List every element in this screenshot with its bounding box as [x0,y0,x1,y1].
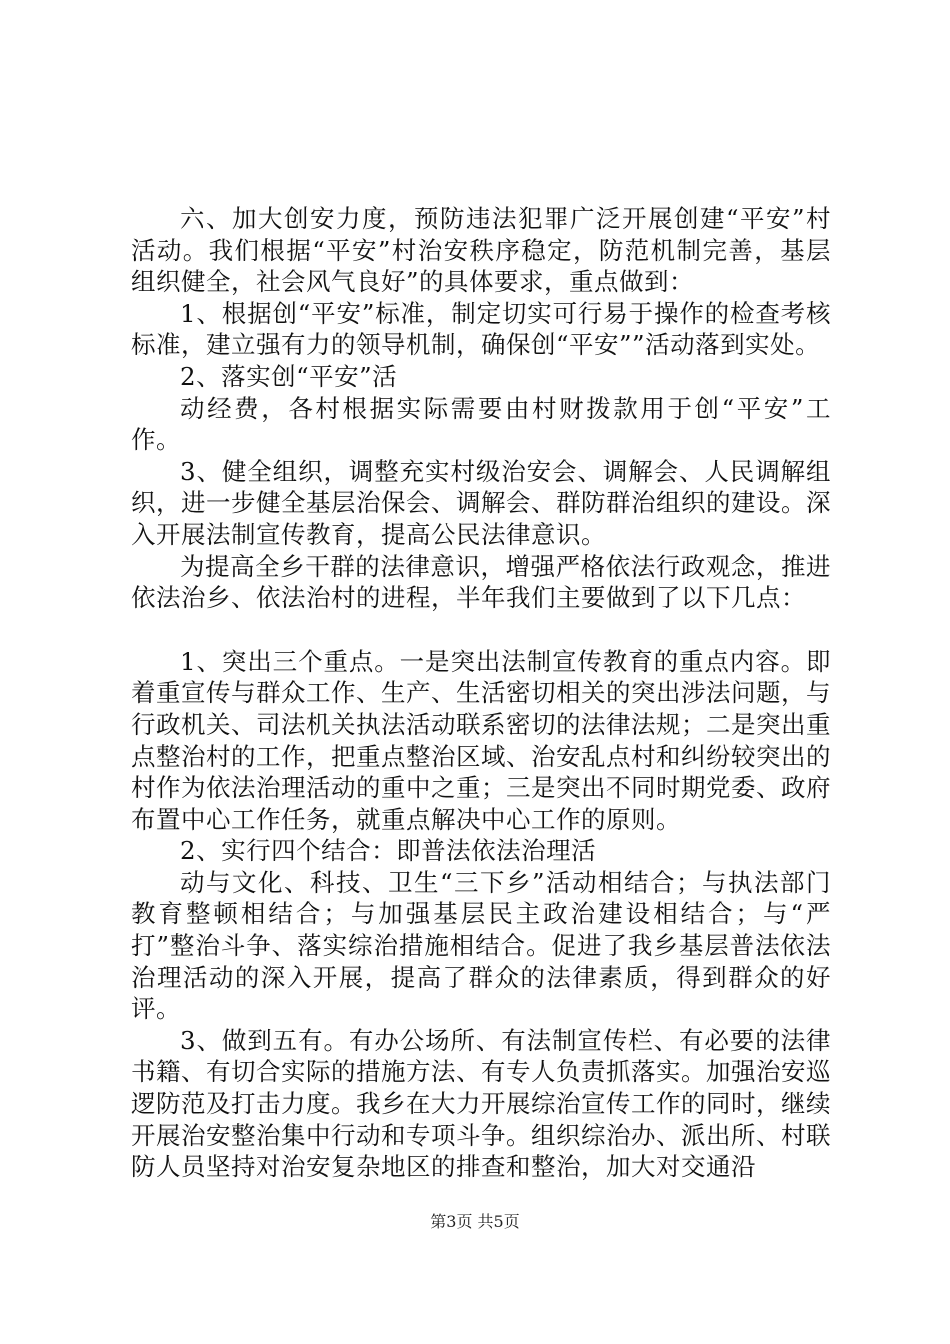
paragraph: 动与文化、科技、卫生“三下乡”活动相结合；与执法部门教育整顿相结合；与加强基层民主政治建设相结合；与“严打”整治斗争、落实综治措施相结合。促进了我乡基层普法依法治理活动的深入开展，提高了群众的法律素质，得到群众的好评。 [131,867,831,1024]
page-number-footer: 第3页 共5页 [430,1212,520,1231]
paragraph: 为提高全乡干群的法律意识，增强严格依法行政观念，推进依法治乡、依法治村的进程，半年我们主要做到了以下几点： [131,551,831,613]
paragraph: 3、做到五有。有办公场所、有法制宣传栏、有必要的法律书籍、有切合实际的措施方法、有专人负责抓落实。加强治安巡逻防范及打击力度。我乡在大力开展综治宣传工作的同时，继续开展治安整治集中行动和专项斗争。组织综治办、派出所、村联防人员坚持对治安复杂地区的排查和整治，加大对交通沿 [131,1025,831,1182]
paragraph: 2、落实创“平安”活 [180,361,398,391]
paragraph: 1、突出三个重点。一是突出法制宣传教育的重点内容。即着重宣传与群众工作、生产、生活密切相关的突出涉法问题，与行政机关、司法机关执法活动联系密切的法律法规；二是突出重点整治村的工作，把重点整治区域、治安乱点村和纠纷较突出的村作为依法治理活动的重中之重；三是突出不同时期党委、政府布置中心工作任务，就重点解决中心工作的原则。 [131,646,831,834]
paragraph: 3、健全组织，调整充实村级治安会、调解会、人民调解组织，进一步健全基层治保会、调解会、群防群治组织的建设。深入开展法制宣传教育，提高公民法律意识。 [131,456,831,549]
document-body [131,203,831,1183]
paragraph: 2、实行四个结合：即普法依法治理活 [180,836,597,866]
paragraph: 动经费，各村根据实际需要由村财拨款用于创“平安”工作。 [131,393,831,455]
paragraph: 1、根据创“平安”标准，制定切实可行易于操作的检查考核标准，建立强有力的领导机制，确保创“平安””活动落到实处。 [131,298,831,360]
paragraph: 六、加大创安力度，预防违法犯罪广泛开展创建“平安”村活动。我们根据“平安”村治安秩序稳定，防范机制完善，基层组织健全，社会风气良好”的具体要求，重点做到： [131,204,831,297]
